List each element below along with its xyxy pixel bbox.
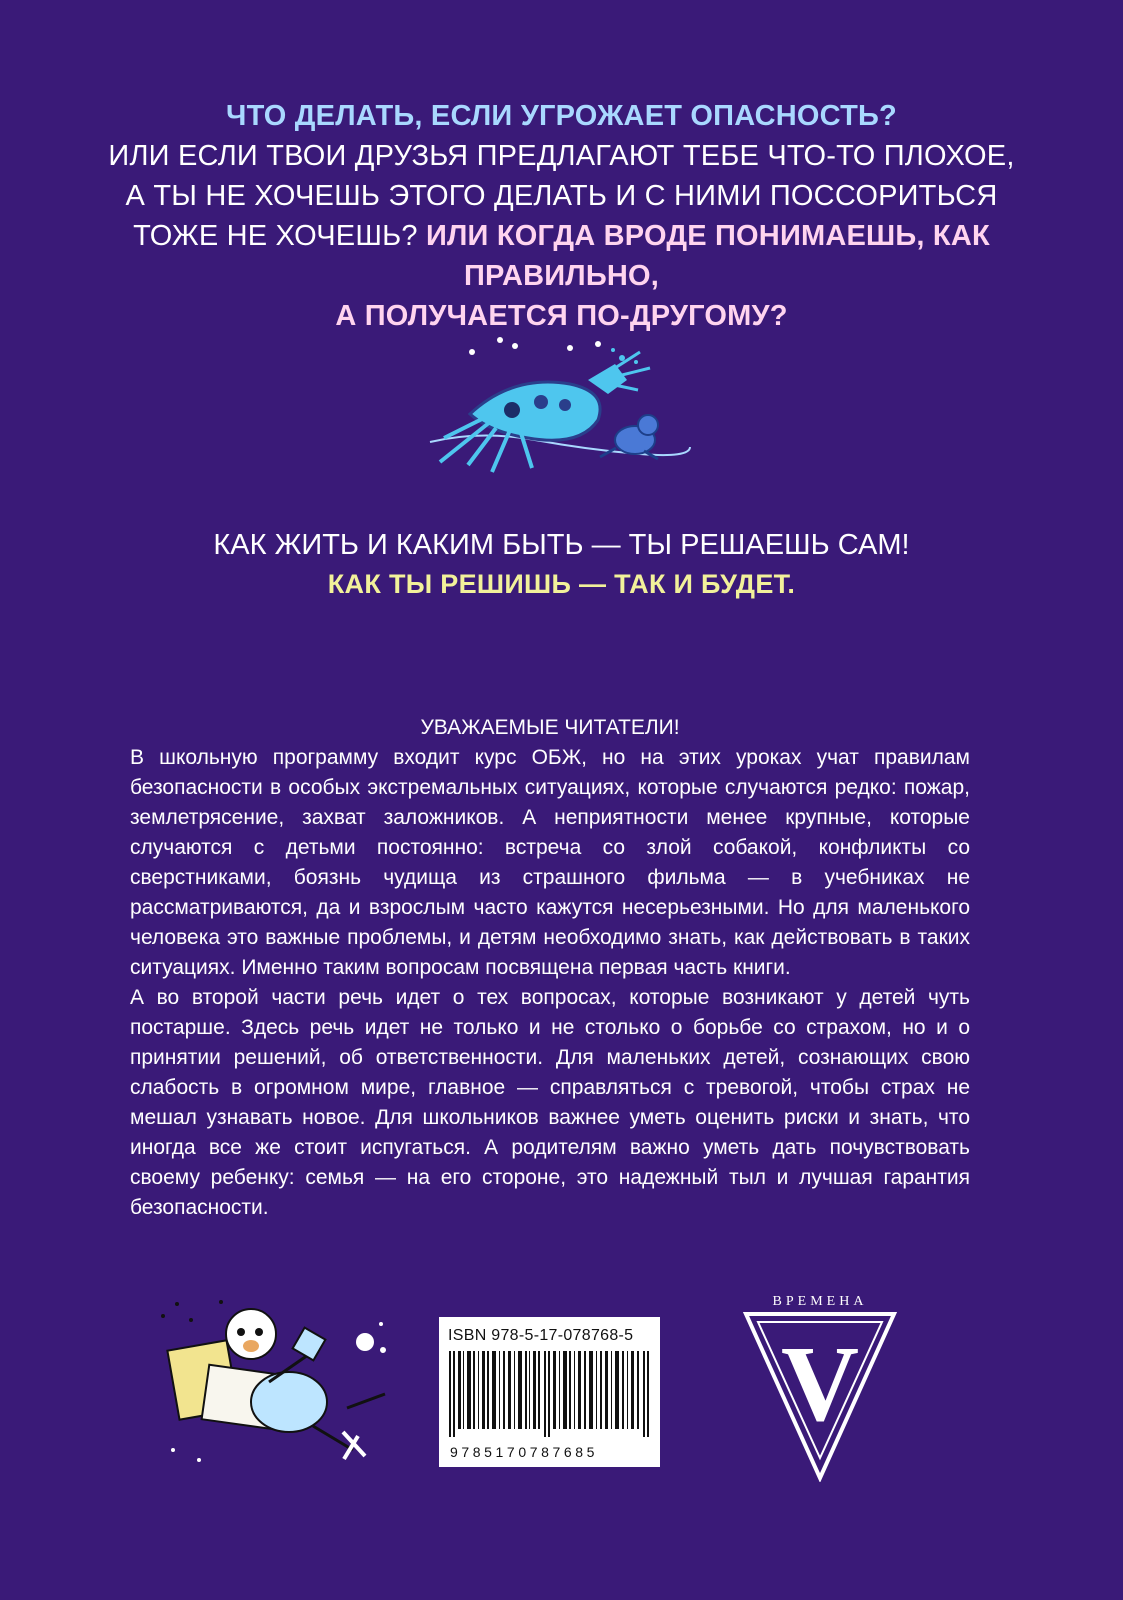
readers-paragraph-1: В школьную программу входит курс ОБЖ, но на этих уроках учат правилам безопасности в особых экстремальных ситуациях, которые случаются редко: пожар, землетрясение, захват заложников. А неприятности менее крупные, которые случаются с детьми постоянно: встреча со злой собакой, конфликты со сверстниками, боязнь чудища из страшного фильма — в учебниках не рассматриваются, да и взрослым часто кажутся несерьезными. Но для маленького человека это важные проблемы, и детям необходимо знать, как действовать в таких ситуациях. Именно таким вопросам посвящена первая часть книги. xyxy=(130,746,970,979)
monster-chasing-bear-illustration xyxy=(420,322,700,482)
intro-line-5: А ПОЛУЧАЕТСЯ ПО-ДРУГОМУ? xyxy=(335,300,788,332)
publisher-name: ВРЕМЕНА xyxy=(772,1294,868,1309)
intro-line-2: ИЛИ ЕСЛИ ТВОИ ДРУЗЬЯ ПРЕДЛАГАЮТ ТЕБЕ ЧТО-ТО ПЛОХОЕ, xyxy=(108,140,1015,172)
readers-address xyxy=(130,713,970,1223)
isbn-text: ISBN 978-5-17-078768-5 xyxy=(448,1327,634,1344)
barcode-digits: 9785170787685 xyxy=(450,1444,599,1460)
readers-title: УВАЖАЕМЫЕ ЧИТАТЕЛИ! xyxy=(420,716,680,739)
intro-questions xyxy=(105,96,1018,336)
intro-line-4 xyxy=(105,216,1018,296)
intro-line-1: ЧТО ДЕЛАТЬ, ЕСЛИ УГРОЖАЕТ ОПАСНОСТЬ? xyxy=(226,100,897,132)
logo-letter: V xyxy=(781,1325,859,1444)
main-statement xyxy=(105,525,1018,603)
triangle-v-logo xyxy=(740,1292,900,1482)
statement-main: КАК ЖИТЬ И КАКИМ БЫТЬ — ТЫ РЕШАЕШЬ САМ! xyxy=(213,529,910,561)
readers-paragraph-2: А во второй части речь идет о тех вопросах, которые возникают у детей чуть постарше. Здесь речь идет не только и не столько о борьбе со страхом, но и о принятии решений, об ответственности. Для маленьких детей, сознающих свою слабость в огромном мире, главное — справляться с тревогой, чтобы страх не мешал узнавать новое. Для школьников важнее уметь оценить риски и знать, что иногда все же стоит испугаться. А родителям важно уметь дать почувствовать своему ребенку: семья — на его стороне, это надежный тыл и лучшая гарантия безопасности. xyxy=(130,986,970,1219)
bear-with-letters-illustration xyxy=(153,1290,408,1470)
statement-accent: КАК ТЫ РЕШИШЬ — ТАК И БУДЕТ. xyxy=(327,569,796,599)
intro-line-4-regular: ТОЖЕ НЕ ХОЧЕШЬ? xyxy=(133,220,418,252)
intro-line-3: А ТЫ НЕ ХОЧЕШЬ ЭТОГО ДЕЛАТЬ И С НИМИ ПОССОРИТЬСЯ xyxy=(125,180,998,212)
intro-line-4-bold: ИЛИ КОГДА ВРОДЕ ПОНИМАЕШЬ, КАК ПРАВИЛЬНО, xyxy=(425,220,990,292)
barcode-bars xyxy=(449,1351,650,1447)
isbn-barcode xyxy=(439,1317,660,1467)
